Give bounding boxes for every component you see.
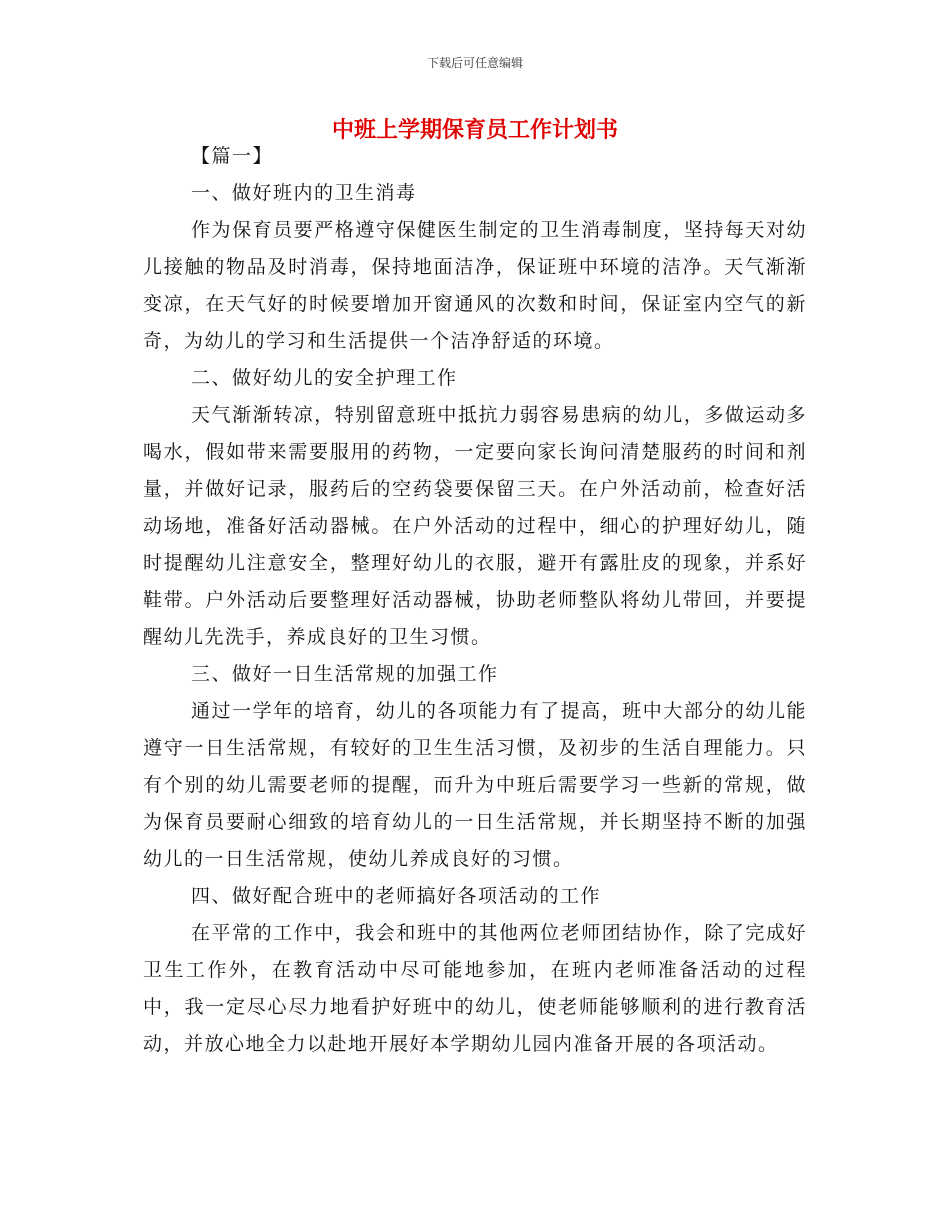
document-body [143, 138, 807, 1063]
section-paragraph-4: 在平常的工作中，我会和班中的其他两位老师团结协作，除了完成好卫生工作外，在教育活动中尽可能地参加，在班内老师准备活动的过程中，我一定尽心尽力地看护好班中的幼儿，使老师能够顺利的进行教育活动，并放心地全力以赴地开展好本学期幼儿园内准备开展的各项活动。 [143, 922, 807, 1055]
section-heading-2: 二、做好幼儿的安全护理工作 [191, 367, 458, 389]
section-heading-4: 四、做好配合班中的老师搞好各项活动的工作 [191, 885, 602, 907]
section-paragraph-3: 通过一学年的培育，幼儿的各项能力有了提高，班中大部分的幼儿能遵守一日生活常规，有较好的卫生生活习惯，及初步的生活自理能力。只有个别的幼儿需要老师的提醒，而升为中班后需要学习一些新的常规，做为保育员要耐心细致的培育幼儿的一日生活常规，并长期坚持不断的加强幼儿的一日生活常规，使幼儿养成良好的习惯。 [143, 700, 807, 870]
section-paragraph-2: 天气渐渐转凉，特别留意班中抵抗力弱容易患病的幼儿，多做运动多喝水，假如带来需要服用的药物，一定要向家长询问清楚服药的时间和剂量，并做好记录，服药后的空药袋要保留三天。在户外活动前，检查好活动场地，准备好活动器械。在户外活动的过程中，细心的护理好幼儿，随时提醒幼儿注意安全，整理好幼儿的衣服，避开有露肚皮的现象，并系好鞋带。户外活动后要整理好活动器械，协助老师整队将幼儿带回，并要提醒幼儿先洗手，养成良好的卫生习惯。 [143, 404, 807, 648]
document-title: 中班上学期保育员工作计划书 [331, 118, 618, 143]
header-note: 下载后可任意编辑 [426, 56, 523, 70]
section-heading-1: 一、做好班内的卫生消毒 [191, 182, 417, 204]
section-paragraph-1: 作为保育员要严格遵守保健医生制定的卫生消毒制度，坚持每天对幼儿接触的物品及时消毒，保持地面洁净，保证班中环境的洁净。天气渐渐变凉，在天气好的时候要增加开窗通风的次数和时间，保证室内空气的新奇，为幼儿的学习和生活提供一个洁净舒适的环境。 [143, 219, 807, 352]
section-label: 【篇一】 [191, 145, 274, 167]
section-heading-3: 三、做好一日生活常规的加强工作 [191, 663, 499, 685]
